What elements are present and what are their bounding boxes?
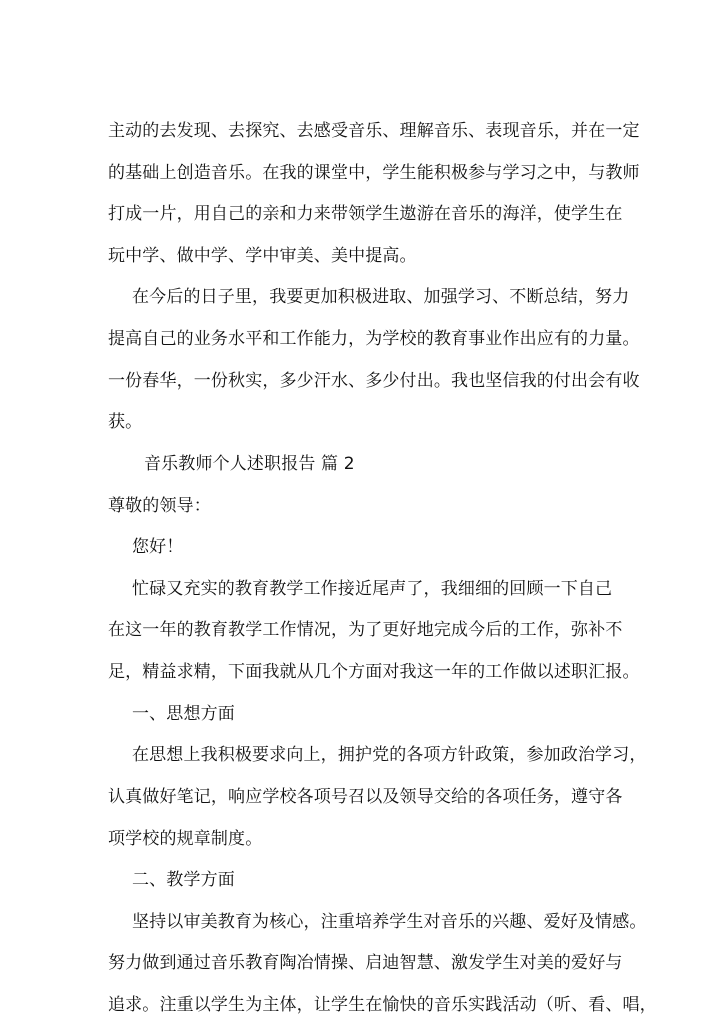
- paragraph-line: 足，精益求精，下面我就从几个方面对我这一年的工作做以述职汇报。: [108, 662, 640, 682]
- section-heading: 一、思想方面: [132, 704, 235, 724]
- paragraph-line: 提高自己的业务水平和工作能力，为学校的教育事业作出应有的力量。: [108, 329, 640, 349]
- greeting: 您好！: [132, 537, 184, 557]
- paragraph-line: 在思想上我积极要求向上，拥护党的各项方针政策，参加政治学习，: [132, 745, 647, 765]
- paragraph-line: 坚持以审美教育为核心，注重培养学生对音乐的兴趣、爱好及情感。: [132, 912, 647, 932]
- paragraph-line: 追求。注重以学生为主体，让学生在愉快的音乐实践活动（听、看、唱，: [108, 995, 657, 1015]
- paragraph-line: 主动的去发现、去探究、去感受音乐、理解音乐、表现音乐，并在一定: [108, 121, 640, 141]
- paragraph-line: 在今后的日子里，我要更加积极进取、加强学习、不断总结，努力: [132, 287, 630, 307]
- paragraph-line: 玩中学、做中学、学中审美、美中提高。: [108, 246, 417, 266]
- paragraph-line: 一份春华，一份秋实，多少汗水、多少付出。我也坚信我的付出会有收: [108, 371, 640, 391]
- paragraph-line: 打成一片，用自己的亲和力来带领学生遨游在音乐的海洋，使学生在: [108, 204, 623, 224]
- paragraph-line: 忙碌又充实的教育教学工作接近尾声了，我细细的回顾一下自己: [132, 579, 613, 599]
- paragraph-line: 的基础上创造音乐。在我的课堂中，学生能积极参与学习之中，与教师: [108, 163, 640, 183]
- paragraph-line: 在这一年的教育教学工作情况，为了更好地完成今后的工作，弥补不: [108, 620, 623, 640]
- paragraph-line: 努力做到通过音乐教育陶冶情操、启迪智慧、激发学生对美的爱好与: [108, 953, 623, 973]
- paragraph-line: 项学校的规章制度。: [108, 829, 263, 849]
- paragraph-line: 认真做好笔记，响应学校各项号召以及领导交给的各项任务，遵守各: [108, 787, 623, 807]
- salutation: 尊敬的领导：: [108, 496, 211, 516]
- section-title: 音乐教师个人述职报告 篇 2: [144, 454, 355, 474]
- section-heading: 二、教学方面: [132, 870, 235, 890]
- paragraph-line: 获。: [108, 412, 143, 432]
